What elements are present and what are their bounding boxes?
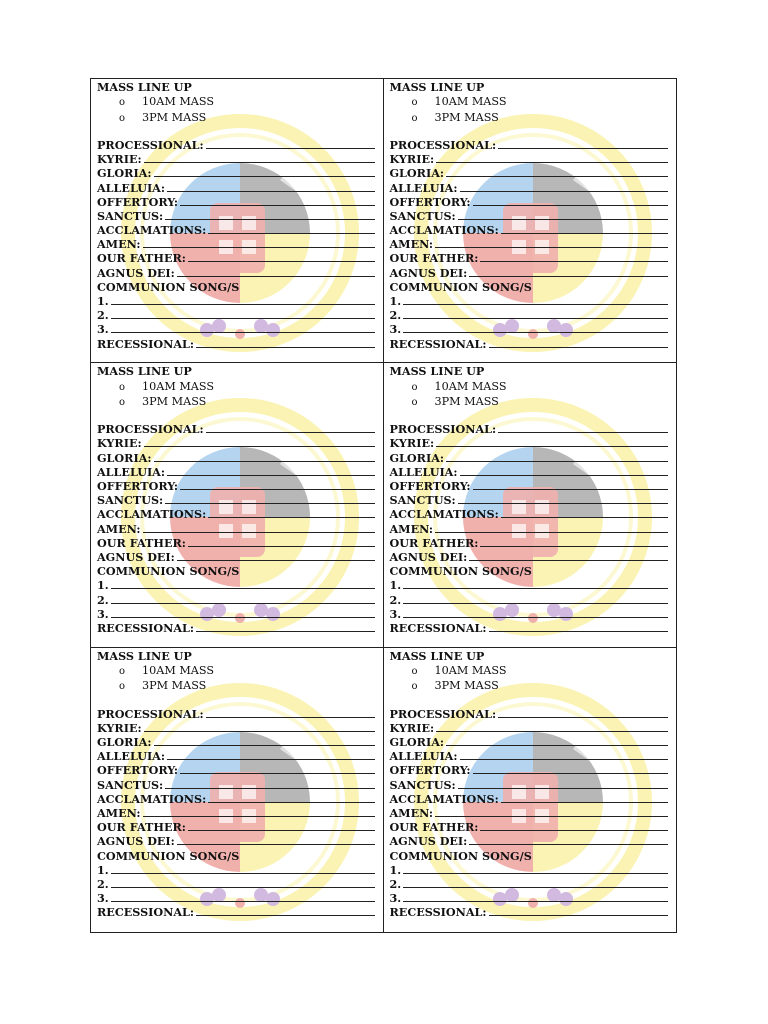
field-label: ALLELUIA: [97,464,165,479]
answer-blank-line [196,337,374,348]
field-label: ALLELUIA: [389,749,458,764]
field-recessional [97,337,377,351]
field-amen [97,237,377,251]
answer-blank-line [111,322,375,333]
field-label: GLORIA: [389,450,445,465]
field-label: GLORIA: [97,735,152,749]
answer-blank-line [458,209,668,220]
answer-blank-line [206,707,375,718]
answer-blank-line [480,536,668,547]
answer-blank-line [435,237,668,248]
field-label: ACCLAMATIONS: [389,507,499,522]
field-label: ACCLAMATIONS: [389,791,499,806]
answer-blank-line [458,778,668,789]
field-our-father [390,251,671,265]
field-label: 3. [389,322,402,337]
field-label: COMMUNION SONG/S [97,848,240,863]
answer-blank-line [180,195,374,206]
field-agnus-dei [390,266,671,280]
field-communion-song-s [97,849,377,863]
field-label: 2. [389,592,402,607]
answer-blank-line [489,905,668,916]
field-our-father [390,820,671,834]
field-label: 1. [97,294,109,309]
field-label: COMMUNION SONG/S [389,279,532,294]
field-label: ACCLAMATIONS: [97,223,207,238]
answer-blank-line [111,308,375,319]
field-gloria [390,451,671,465]
answer-blank-line [446,451,668,462]
field-communion-song-2 [390,877,671,891]
field-sanctus [390,493,671,507]
answer-blank-line [403,294,668,305]
field-label: 2. [389,308,402,323]
card-title: MASS LINE UP [97,364,192,379]
field-label: SANCTUS: [97,208,164,223]
field-communion-song-s [390,564,671,578]
field-label: COMMUNION SONG/S [97,564,240,579]
answer-blank-line [177,834,375,845]
field-communion-song-3 [97,891,377,905]
answer-blank-line [460,465,669,476]
field-recessional [97,621,377,635]
field-label: SANCTUS: [389,208,456,223]
mass-option-10am: o 10AM MASS [119,95,214,109]
field-label: 3. [389,891,402,906]
mass-lineup-card [384,363,677,647]
field-processional [390,707,671,721]
field-agnus-dei [97,550,377,564]
answer-blank-line [480,820,668,831]
field-label: GLORIA: [97,166,152,181]
field-alleluia [390,181,671,195]
field-processional [97,138,377,152]
answer-blank-line [403,877,668,888]
answer-blank-line [143,237,375,248]
field-label: COMMUNION SONG/S [97,279,240,294]
answer-blank-line [167,749,375,760]
field-alleluia [97,465,377,479]
answer-blank-line [473,763,668,774]
card-title: MASS LINE UP [97,80,192,94]
field-label: GLORIA: [389,166,445,181]
field-our-father [97,820,377,834]
field-communion-song-1 [97,863,377,877]
answer-blank-line [403,322,668,333]
answer-blank-line [154,451,375,462]
mass-option-10am: o 10AM MASS [411,379,507,393]
field-alleluia [97,181,377,195]
field-label: COMMUNION SONG/S [389,564,532,579]
answer-blank-line [473,479,668,490]
field-kyrie [390,721,671,735]
field-label: OFFERTORY: [97,194,179,209]
answer-blank-line [180,763,374,774]
answer-blank-line [473,195,668,206]
answer-blank-line [501,507,668,518]
field-label: OFFERTORY: [389,479,471,494]
mass-option-3pm: o 3PM MASS [119,110,207,124]
field-alleluia [97,749,377,763]
field-amen [390,522,671,536]
answer-blank-line [469,550,668,561]
answer-blank-line [208,507,374,518]
field-processional [97,422,377,436]
field-kyrie [97,152,377,166]
answer-blank-line [206,138,375,149]
field-label: ACCLAMATIONS: [389,223,499,238]
field-recessional [390,337,671,351]
field-label: OUR FATHER: [97,251,186,266]
field-label: OFFERTORY: [97,763,179,778]
answer-blank-line [460,181,669,192]
answer-blank-line [498,707,668,718]
answer-blank-line [469,834,668,845]
lineup-sheet [90,78,677,933]
answer-blank-line [167,181,375,192]
field-label: KYRIE: [97,720,142,735]
field-label: AMEN: [389,237,434,252]
mass-option-3pm: o 3PM MASS [119,679,207,693]
answer-blank-line [180,479,374,490]
answer-blank-line [501,223,668,234]
answer-blank-line [460,749,669,760]
field-label: KYRIE: [97,152,142,167]
field-kyrie [97,436,377,450]
field-label: OFFERTORY: [389,763,471,778]
field-label: 2. [97,592,109,607]
answer-blank-line [469,266,668,277]
field-label: AMEN: [97,237,141,252]
mass-option-10am: o 10AM MASS [411,95,507,109]
field-label: AGNUS DEI: [97,834,175,849]
mass-option-3pm: o 3PM MASS [119,394,207,408]
field-label: SANCTUS: [389,493,456,508]
field-label: KYRIE: [389,720,435,735]
field-label: OUR FATHER: [97,535,186,550]
field-label: RECESSIONAL: [97,336,195,351]
field-label: AGNUS DEI: [97,265,175,280]
field-label: PROCESSIONAL: [97,706,204,721]
field-communion-song-1 [390,294,671,308]
field-label: 3. [97,322,109,337]
field-amen [97,806,377,820]
answer-blank-line [498,422,668,433]
answer-blank-line [206,422,375,433]
answer-blank-line [177,550,375,561]
answer-blank-line [165,493,374,504]
answer-blank-line [111,863,375,874]
mass-lineup-card [91,648,384,932]
answer-blank-line [489,621,668,632]
field-label: 1. [97,578,109,593]
answer-blank-line [446,735,668,746]
field-label: ALLELUIA: [389,464,458,479]
field-label: 2. [97,876,109,891]
field-amen [97,522,377,536]
field-sanctus [390,778,671,792]
field-label: 2. [97,308,109,323]
answer-blank-line [143,522,375,533]
answer-blank-line [177,266,375,277]
answer-blank-line [403,308,668,319]
card-title: MASS LINE UP [389,648,485,663]
field-label: PROCESSIONAL: [389,137,497,152]
field-recessional [97,905,377,919]
field-label: RECESSIONAL: [389,620,487,635]
field-gloria [390,735,671,749]
field-processional [97,707,377,721]
field-acclamations [97,507,377,521]
answer-blank-line [480,251,668,262]
field-amen [390,237,671,251]
field-label: 1. [389,578,402,593]
answer-blank-line [196,905,374,916]
answer-blank-line [167,465,375,476]
field-label: KYRIE: [389,152,435,167]
field-label: AGNUS DEI: [389,265,468,280]
field-communion-song-1 [390,578,671,592]
field-processional [390,138,671,152]
field-gloria [97,451,377,465]
field-gloria [97,166,377,180]
field-communion-song-3 [97,322,377,336]
mass-lineup-card [384,79,677,363]
field-sanctus [97,778,377,792]
mass-lineup-card [91,363,384,647]
answer-blank-line [111,593,375,604]
field-our-father [97,536,377,550]
answer-blank-line [196,621,374,632]
field-agnus-dei [390,834,671,848]
answer-blank-line [435,522,668,533]
field-label: PROCESSIONAL: [389,706,497,721]
field-label: COMMUNION SONG/S [389,848,532,863]
answer-blank-line [165,778,374,789]
field-kyrie [97,721,377,735]
field-acclamations [97,223,377,237]
field-label: GLORIA: [97,450,152,465]
mass-option-3pm: o 3PM MASS [411,110,499,124]
field-communion-song-s [97,280,377,294]
field-communion-song-2 [390,593,671,607]
card-title: MASS LINE UP [389,80,485,94]
field-label: 1. [389,862,402,877]
field-label: AGNUS DEI: [97,549,175,564]
mass-option-10am: o 10AM MASS [119,379,214,393]
field-label: RECESSIONAL: [389,905,487,920]
answer-blank-line [154,735,375,746]
field-label: RECESSIONAL: [97,620,195,635]
field-offertory [390,479,671,493]
answer-blank-line [458,493,668,504]
answer-blank-line [446,166,668,177]
answer-blank-line [111,607,375,618]
answer-blank-line [403,863,668,874]
field-communion-song-3 [390,891,671,905]
field-alleluia [390,749,671,763]
field-recessional [390,621,671,635]
answer-blank-line [208,792,374,803]
answer-blank-line [111,891,375,902]
field-gloria [97,735,377,749]
field-agnus-dei [97,266,377,280]
field-label: ACCLAMATIONS: [97,507,207,522]
field-label: AMEN: [389,521,434,536]
mass-option-10am: o 10AM MASS [119,663,214,677]
field-label: 2. [389,876,402,891]
field-acclamations [390,223,671,237]
field-kyrie [390,152,671,166]
field-label: RECESSIONAL: [389,336,487,351]
field-label: OUR FATHER: [97,820,186,835]
field-label: KYRIE: [97,436,142,451]
field-kyrie [390,436,671,450]
field-offertory [97,195,377,209]
field-acclamations [390,792,671,806]
field-label: ALLELUIA: [97,180,165,195]
field-communion-song-s [390,849,671,863]
field-communion-song-2 [97,877,377,891]
field-label: AMEN: [97,521,141,536]
mass-option-3pm: o 3PM MASS [411,679,499,693]
field-agnus-dei [97,834,377,848]
mass-option-3pm: o 3PM MASS [411,394,499,408]
field-label: SANCTUS: [97,493,164,508]
field-label: PROCESSIONAL: [389,422,497,437]
field-acclamations [97,792,377,806]
field-offertory [390,195,671,209]
field-label: 1. [389,294,402,309]
answer-blank-line [403,593,668,604]
field-label: PROCESSIONAL: [97,422,204,437]
mass-option-10am: o 10AM MASS [411,663,507,677]
field-label: AMEN: [97,805,141,820]
field-label: PROCESSIONAL: [97,137,204,152]
answer-blank-line [111,578,375,589]
answer-blank-line [144,436,375,447]
field-label: ALLELUIA: [389,180,458,195]
card-title: MASS LINE UP [389,364,485,379]
field-agnus-dei [390,550,671,564]
field-label: 3. [389,606,402,621]
field-communion-song-s [390,280,671,294]
answer-blank-line [111,877,375,888]
field-offertory [97,763,377,777]
field-label: 3. [97,606,109,621]
card-title: MASS LINE UP [97,648,192,663]
field-amen [390,806,671,820]
field-label: OUR FATHER: [389,535,479,550]
field-label: ALLELUIA: [97,749,165,764]
field-recessional [390,905,671,919]
field-label: 3. [97,891,109,906]
answer-blank-line [403,891,668,902]
answer-blank-line [188,820,375,831]
field-label: OFFERTORY: [97,479,179,494]
field-label: OUR FATHER: [389,251,479,266]
field-communion-song-1 [97,578,377,592]
field-label: AMEN: [389,805,434,820]
field-communion-song-3 [97,607,377,621]
answer-blank-line [501,792,668,803]
mass-lineup-card [91,79,384,363]
answer-blank-line [144,152,375,163]
answer-blank-line [435,806,668,817]
answer-blank-line [436,721,668,732]
field-label: 1. [97,862,109,877]
answer-blank-line [188,251,375,262]
field-gloria [390,166,671,180]
answer-blank-line [143,806,375,817]
answer-blank-line [436,152,668,163]
answer-blank-line [489,337,668,348]
field-communion-song-2 [97,308,377,322]
field-label: SANCTUS: [97,777,164,792]
field-sanctus [97,493,377,507]
field-alleluia [390,465,671,479]
mass-lineup-card [384,648,677,932]
field-sanctus [390,209,671,223]
answer-blank-line [144,721,375,732]
field-acclamations [390,507,671,521]
field-communion-song-s [97,564,377,578]
field-label: ACCLAMATIONS: [97,791,207,806]
answer-blank-line [154,166,375,177]
answer-blank-line [208,223,374,234]
field-our-father [97,251,377,265]
field-our-father [390,536,671,550]
field-communion-song-2 [390,308,671,322]
field-label: SANCTUS: [389,777,456,792]
answer-blank-line [403,607,668,618]
answer-blank-line [498,138,668,149]
field-sanctus [97,209,377,223]
field-label: OFFERTORY: [389,194,471,209]
answer-blank-line [111,294,375,305]
field-processional [390,422,671,436]
field-offertory [390,763,671,777]
field-label: OUR FATHER: [389,820,479,835]
field-label: RECESSIONAL: [97,905,195,920]
field-offertory [97,479,377,493]
field-communion-song-3 [390,322,671,336]
field-label: KYRIE: [389,436,435,451]
answer-blank-line [165,209,374,220]
field-communion-song-3 [390,607,671,621]
field-label: AGNUS DEI: [389,549,468,564]
field-label: GLORIA: [389,735,445,749]
field-communion-song-1 [97,294,377,308]
answer-blank-line [436,436,668,447]
field-label: AGNUS DEI: [389,834,468,849]
field-communion-song-2 [97,593,377,607]
answer-blank-line [403,578,668,589]
answer-blank-line [188,536,375,547]
field-communion-song-1 [390,863,671,877]
